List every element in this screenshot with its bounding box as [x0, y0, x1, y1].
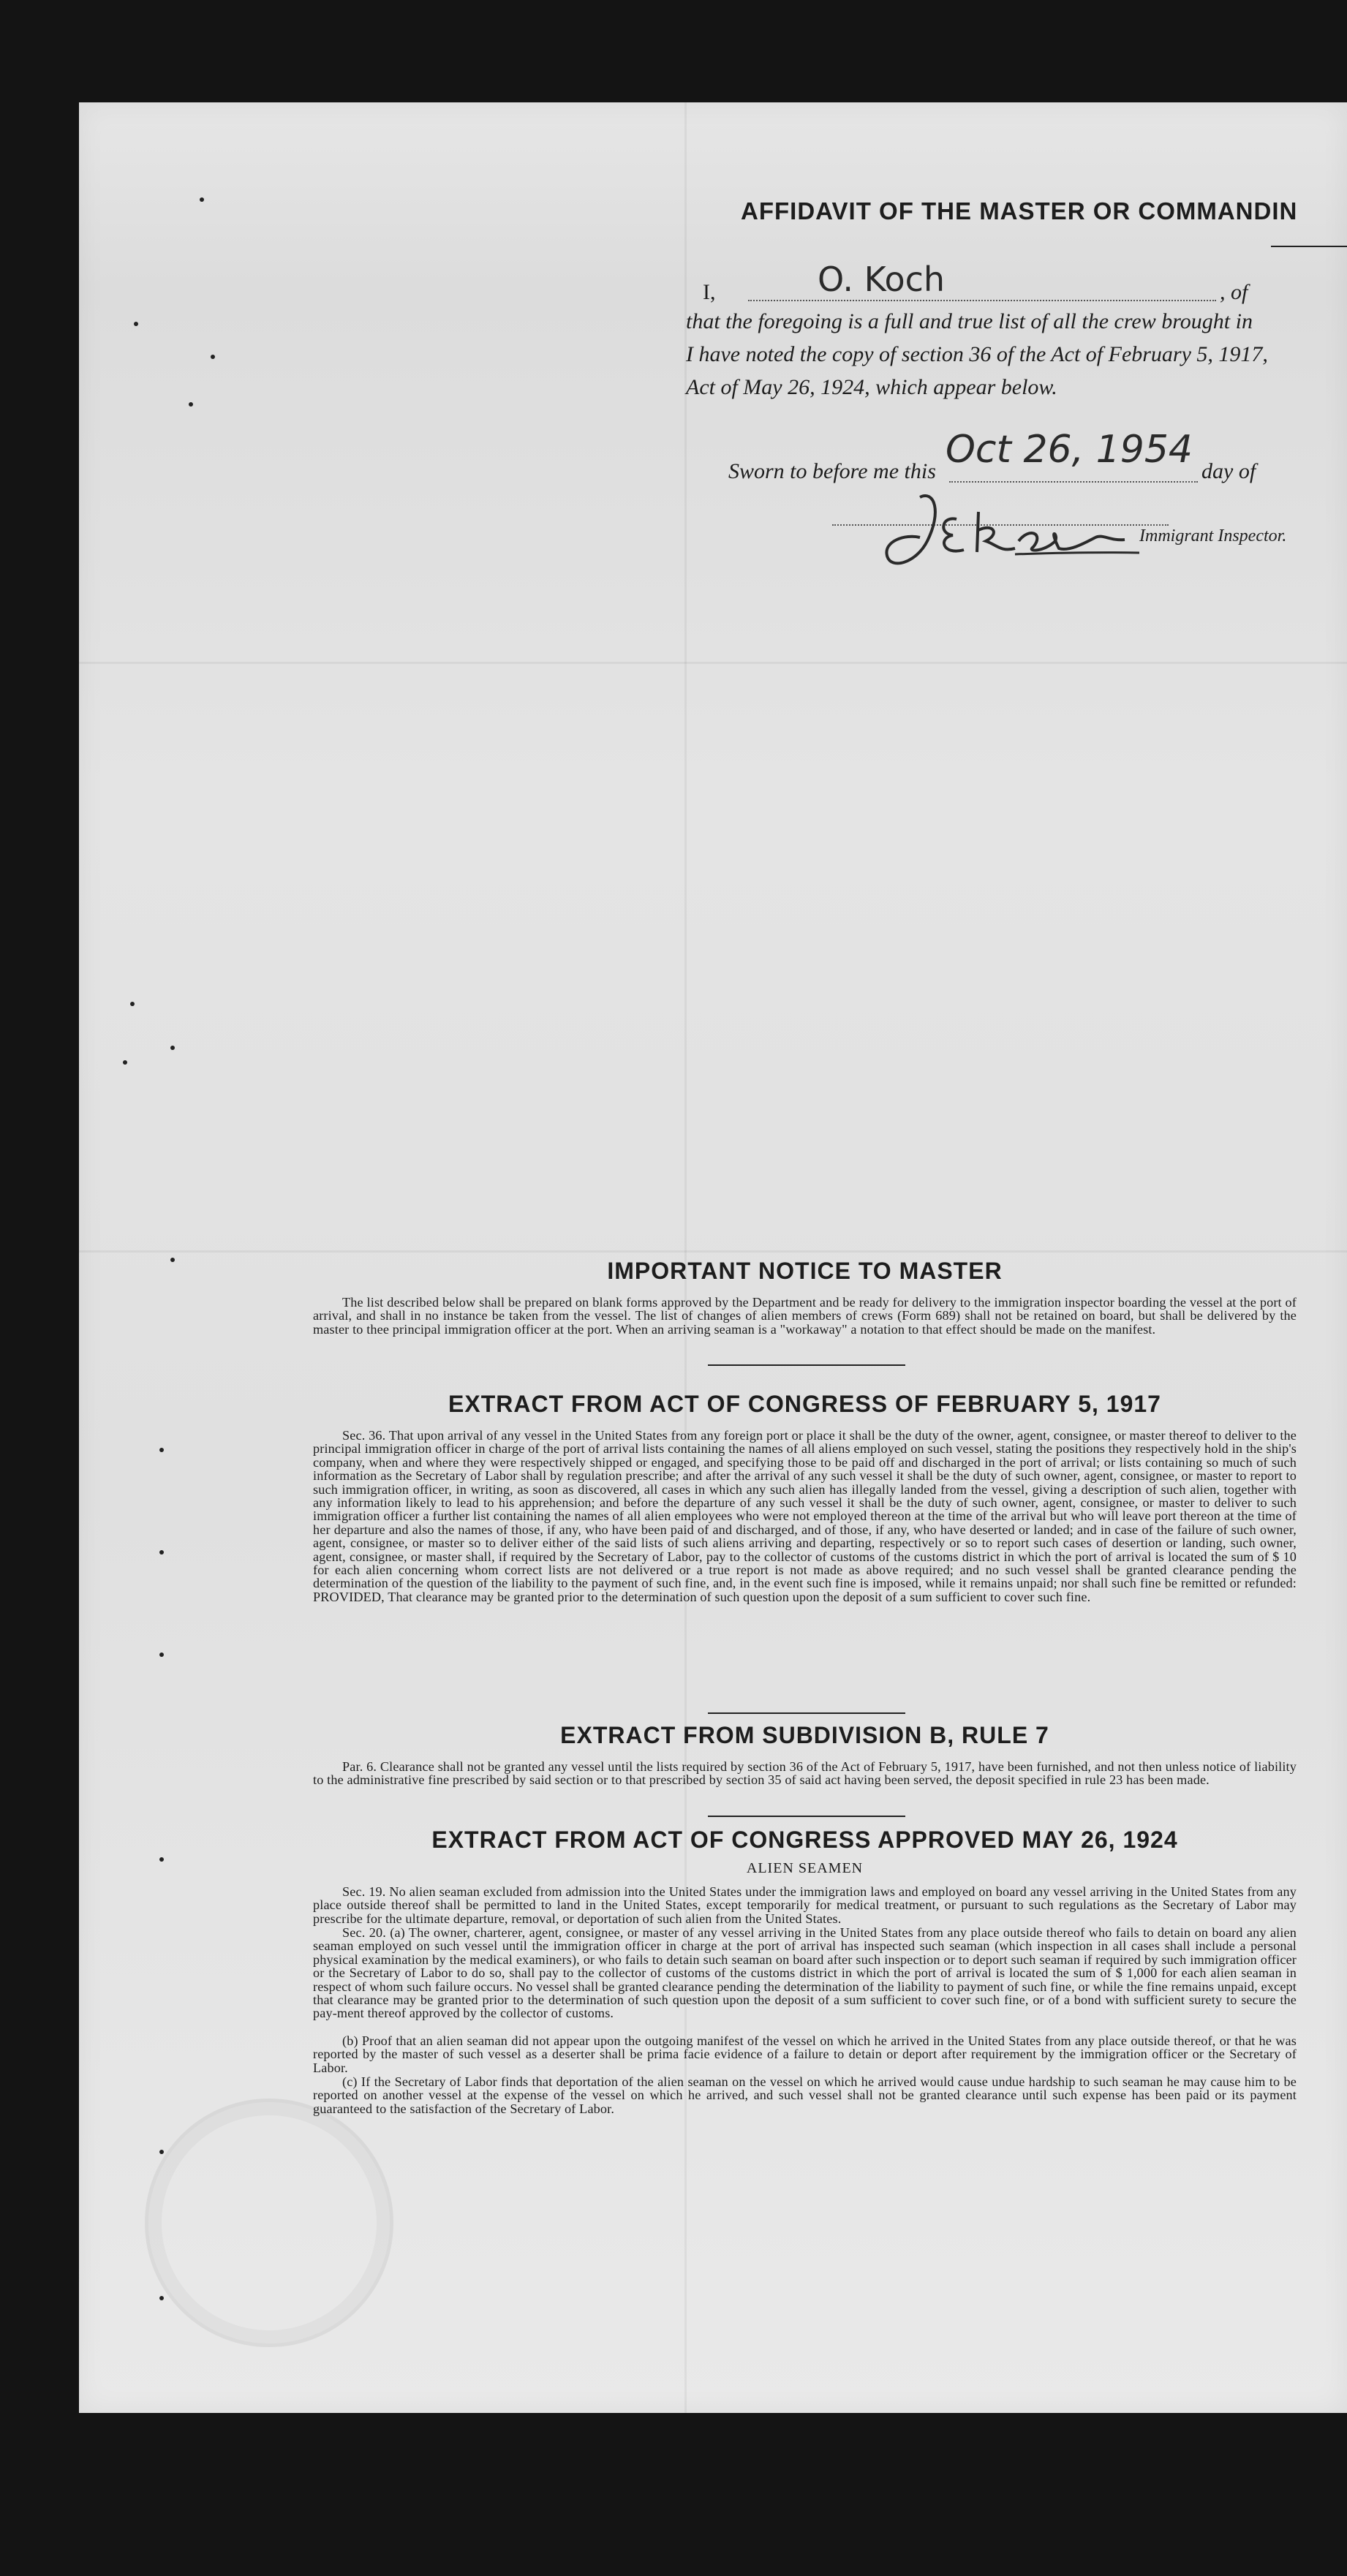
- notice-heading: IMPORTANT NOTICE TO MASTER: [607, 1258, 1003, 1284]
- punch-mark: [159, 1653, 164, 1657]
- extract-1917-heading: EXTRACT FROM ACT OF CONGRESS OF FEBRUARY 5, 1917: [448, 1391, 1161, 1417]
- inspector-signature: [876, 483, 1154, 578]
- affidavit-line-2: that the foregoing is a full and true list of all the crew brought in: [686, 309, 1253, 333]
- punch-mark: [159, 1857, 164, 1862]
- extract-1917-body: Sec. 36. That upon arrival of any vessel in the United States from any foreign port or place it shall be the duty of the owner, agent, consignee, or master thereof to deliver to the principal immigration officer in charge of the port of arrival lists containing the names of all aliens employed on such vessel, stating the positions they respectively hold in the ship's company, when and where they were respectively shipped or engaged, and specifying those to be paid off and discharged in the port of arrival; or lists containing so much of such information as the Secretary of Labor shall by regulation prescribe; and after the arrival of any such vessel it shall be the duty of such owner, agent, consignee, or master to report to such immigration officer, in writing, as soon as discovered, all cases in which any such alien has illegally landed from the vessel, giving a description of such alien, together with any information likely to lead to his apprehension; and before the departure of any such vessel it shall be the duty of such owner, agent, consignee, or master to deliver to such immigration officer a further list containing the names of all alien employees who were not employed thereon at the time of the arrival but who will leave port thereon at the time of her departure and also the names of those, if any, who have been paid of and discharged, and of those, if any, who have deserted or landed; and in case of the failure of such owner, agent, consignee, or master so to deliver either of the said lists of such aliens arriving and departing, respectively or so to report such cases of desertion or landing, such owner, agent, consignee, or master shall, if required by the Secretary of Labor, pay to the collector of customs of the customs district in which the port of arrival is located the sum of $ 10 for each alien concerning whom correct lists are not delivered or a true report is not made as above required; and no such vessel shall be granted clearance pending the determination of the question of the liability to the payment of such fine, and, in the event such fine is imposed, while it remains unpaid; nor shall such fine be remitted or refunded: PROVIDED, That clearance may be granted prior to the determination of such question upon the deposit of a sum sufficient to cover such fine.: [313, 1428, 1297, 1604]
- punch-mark: [170, 1046, 175, 1050]
- master-name-handwriting: O. Koch: [818, 260, 946, 299]
- punch-mark: [200, 197, 204, 202]
- affidavit-title: AFFIDAVIT OF THE MASTER OR COMMANDIN: [741, 197, 1298, 224]
- punch-mark: [159, 2296, 164, 2300]
- sworn-date-handwriting: Oct 26, 1954: [946, 428, 1193, 472]
- affidavit-line-3: I have noted the copy of section 36 of the Act of February 5, 1917,: [686, 342, 1268, 366]
- section-divider: [708, 1816, 905, 1817]
- fold-crease-horizontal: [79, 662, 1347, 664]
- sec-20c-text: (c) If the Secretary of Labor finds that deportation of the alien seaman on the vessel on which he arrived would cause undue hardship to such seaman he may cause him to be reported on another vessel at the expense of the vessel on which he arrived, and such vessel shall not be granted clearance until such expense has been paid or its payment guaranteed to the satisfaction of the Secretary of Labor.: [313, 2074, 1297, 2116]
- sec-20b-text: (b) Proof that an alien seaman did not appear upon the outgoing manifest of the vessel on which he arrived in the United States from any place outside thereof, or that he was reported by the master of such vessel as a deserter shall be prima facie evidence of a failure to detain or deport after requirement by the immigration officer or the Secretary of Labor.: [313, 2033, 1297, 2075]
- punch-mark: [123, 1060, 127, 1065]
- notice-section: [313, 1258, 1297, 1404]
- section-divider: [708, 1364, 905, 1366]
- punch-mark: [170, 1258, 175, 1262]
- day-of-label: day of: [1201, 459, 1256, 483]
- master-name-blank: [748, 300, 1216, 301]
- extract-1924-section: [313, 1827, 1297, 2236]
- punch-mark: [189, 402, 193, 407]
- fold-crease-horizontal: [79, 1250, 1347, 1253]
- inspector-title: Immigrant Inspector.: [1139, 526, 1287, 545]
- notice-body: The list described below shall be prepared on blank forms approved by the Department and be ready for delivery to the immigration inspector boarding the vessel at the port of arrival, and shall in no instance be taken from the vessel. The list of changes of alien members of crews (Form 689) shall not be retained on board, but shall be delivered by the master to thee principal immigration officer at the port. When an arriving seaman is a "workaway" a notation to that effect should be made on the manifest.: [313, 1295, 1297, 1337]
- affidavit-of-label: , of: [1220, 280, 1248, 304]
- rule-7-body: Par. 6. Clearance shall not be granted any vessel until the lists required by section 36 of the Act of February 5, 1917, have been furnished, and not then unless notice of liability to the administrative fine prescribed by said section or to that prescribed by section 35 of said act having been served, the deposit specified in rule 23 has been made.: [313, 1759, 1297, 1788]
- rule-7-heading: EXTRACT FROM SUBDIVISION B, RULE 7: [560, 1722, 1049, 1748]
- extract-1924-heading: EXTRACT FROM ACT OF CONGRESS APPROVED MAY 26, 1924: [431, 1827, 1178, 1853]
- affidavit-line-4: Act of May 26, 1924, which appear below.: [686, 375, 1057, 399]
- affidavit-i-label: I,: [703, 280, 716, 304]
- section-divider: [708, 1712, 905, 1714]
- title-rule: [1271, 246, 1347, 247]
- punch-mark: [159, 1448, 164, 1452]
- rule-7-section: [313, 1722, 1297, 1832]
- punch-mark: [130, 1002, 135, 1006]
- punch-mark: [211, 355, 215, 359]
- document-page: [79, 102, 1347, 2413]
- punch-mark: [159, 1550, 164, 1555]
- alien-seamen-subheading: ALIEN SEAMEN: [746, 1860, 864, 1876]
- sec-19-text: Sec. 19. No alien seaman excluded from admission into the United States under the immigration laws and employed on board any vessel arriving in the United States from any place outside thereof shall be permitted to land in the United States, except temporarily for medical treatment, or pursuant to such regulations as the Secretary of Labor may prescribe for the ultimate departure, removal, or deportation of such alien from the United States.: [313, 1884, 1297, 1926]
- punch-mark: [159, 2150, 164, 2154]
- sworn-label: Sworn to before me this: [728, 459, 936, 483]
- sec-20a-text: Sec. 20. (a) The owner, charterer, agent, consignee, or master of any vessel arriving in the United States from any place outside thereof who fails to detain on board any alien seaman employed on such vessel until the immigration officer in charge at the port of arrival has inspected such seaman (which inspection in all cases shall include a personal physical examination by the medical examiners), or who fails to detain such seaman on board after such inspection or to deport such seaman if required by such immigration officer or the Secretary of Labor to do so, shall pay to the collector of customs of the customs district in which the port of arrival is located the sum of $ 1,000 for each alien seaman in respect of whom such failure occurs. No vessel shall be granted clearance pending the determination of the liability to payment of such fine, or while the fine remains unpaid, except that clearance may be granted prior to the determination of such question upon the deposit of a sum sufficient to cover such fine, or of a bond with sufficient surety to secure the pay-ment thereof approved by the collector of customs.: [313, 1925, 1297, 2021]
- extract-1917-section: [313, 1391, 1297, 1727]
- punch-mark: [134, 322, 138, 326]
